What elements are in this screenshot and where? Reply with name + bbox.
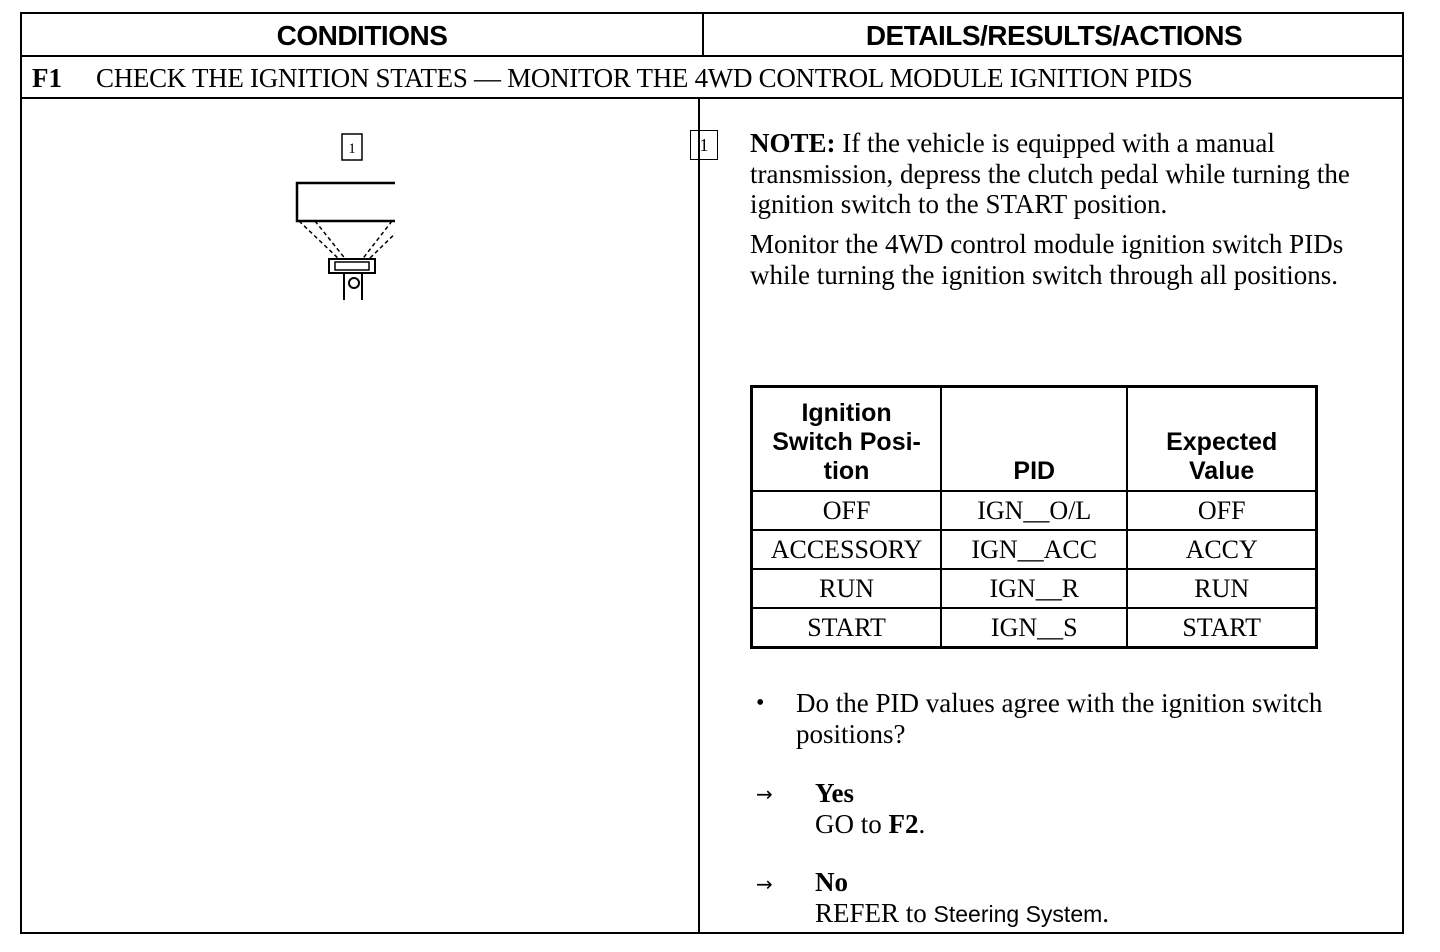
conditions-header: CONDITIONS (276, 20, 448, 51)
pid-table-header-row (752, 387, 1317, 492)
cell-expected: OFF (1127, 491, 1316, 530)
table-header-row (22, 14, 1402, 57)
cell-expected: RUN (1127, 569, 1316, 608)
cell-pid: IGN__O/L (941, 491, 1127, 530)
no-answer (815, 867, 1109, 929)
scan-tool-illustration (275, 120, 395, 300)
cell-position: OFF (752, 491, 942, 530)
illustration-callout-number: 1 (348, 141, 356, 157)
header-expected-value: Expected Value (1127, 387, 1316, 492)
cell-position: START (752, 608, 942, 648)
no-target-link[interactable]: Steering System (933, 900, 1103, 927)
cell-position: ACCESSORY (752, 530, 942, 569)
yes-answer (815, 778, 925, 839)
header-ignition-position: Ignition Switch Posi- tion (752, 387, 942, 492)
cell-pid: IGN__ACC (941, 530, 1127, 569)
action-callout-box: 1 (690, 130, 718, 160)
header-pid: PID (941, 387, 1127, 492)
step-id: F1 (32, 63, 62, 93)
scan-tool-icon (297, 183, 395, 221)
cell-expected: START (1127, 608, 1316, 648)
note-paragraph (750, 128, 1370, 220)
no-action: REFER to Steering System. (815, 897, 1110, 928)
table-row (752, 608, 1317, 648)
body-column-divider (698, 99, 700, 934)
table-row (752, 569, 1317, 608)
bullet-icon: • (756, 690, 765, 716)
table-row (752, 530, 1317, 569)
cell-position: RUN (752, 569, 942, 608)
step-title: CHECK THE IGNITION STATES — MONITOR THE 4WD CONTROL MODULE IGNITION PIDS (96, 63, 1193, 93)
note-label: NOTE: (750, 128, 836, 158)
actions-header: DETAILS/RESULTS/ACTIONS (865, 20, 1243, 51)
yes-target-link[interactable]: F2 (888, 808, 919, 839)
yes-arrow-icon: → (756, 782, 773, 806)
pid-table (750, 385, 1318, 649)
cell-expected: ACCY (1127, 530, 1316, 569)
yes-action: GO to F2. (815, 808, 926, 839)
yes-label: Yes (815, 778, 854, 808)
step-title-row (22, 57, 1402, 99)
question-text: Do the PID values agree with the ignition switch positions? (796, 688, 1323, 749)
cell-pid: IGN__S (941, 608, 1127, 648)
no-label: No (815, 867, 848, 897)
cell-pid: IGN__R (941, 569, 1127, 608)
monitor-instruction: Monitor the 4WD control module ignition switch PIDs while turning the ignition switch through all positions. (750, 229, 1344, 290)
no-arrow-icon: → (756, 872, 773, 896)
note-text: If the vehicle is equipped with a manual transmission, depress the clutch pedal while turning the ignition switch to the START position. (750, 128, 1350, 219)
table-row (752, 491, 1317, 530)
